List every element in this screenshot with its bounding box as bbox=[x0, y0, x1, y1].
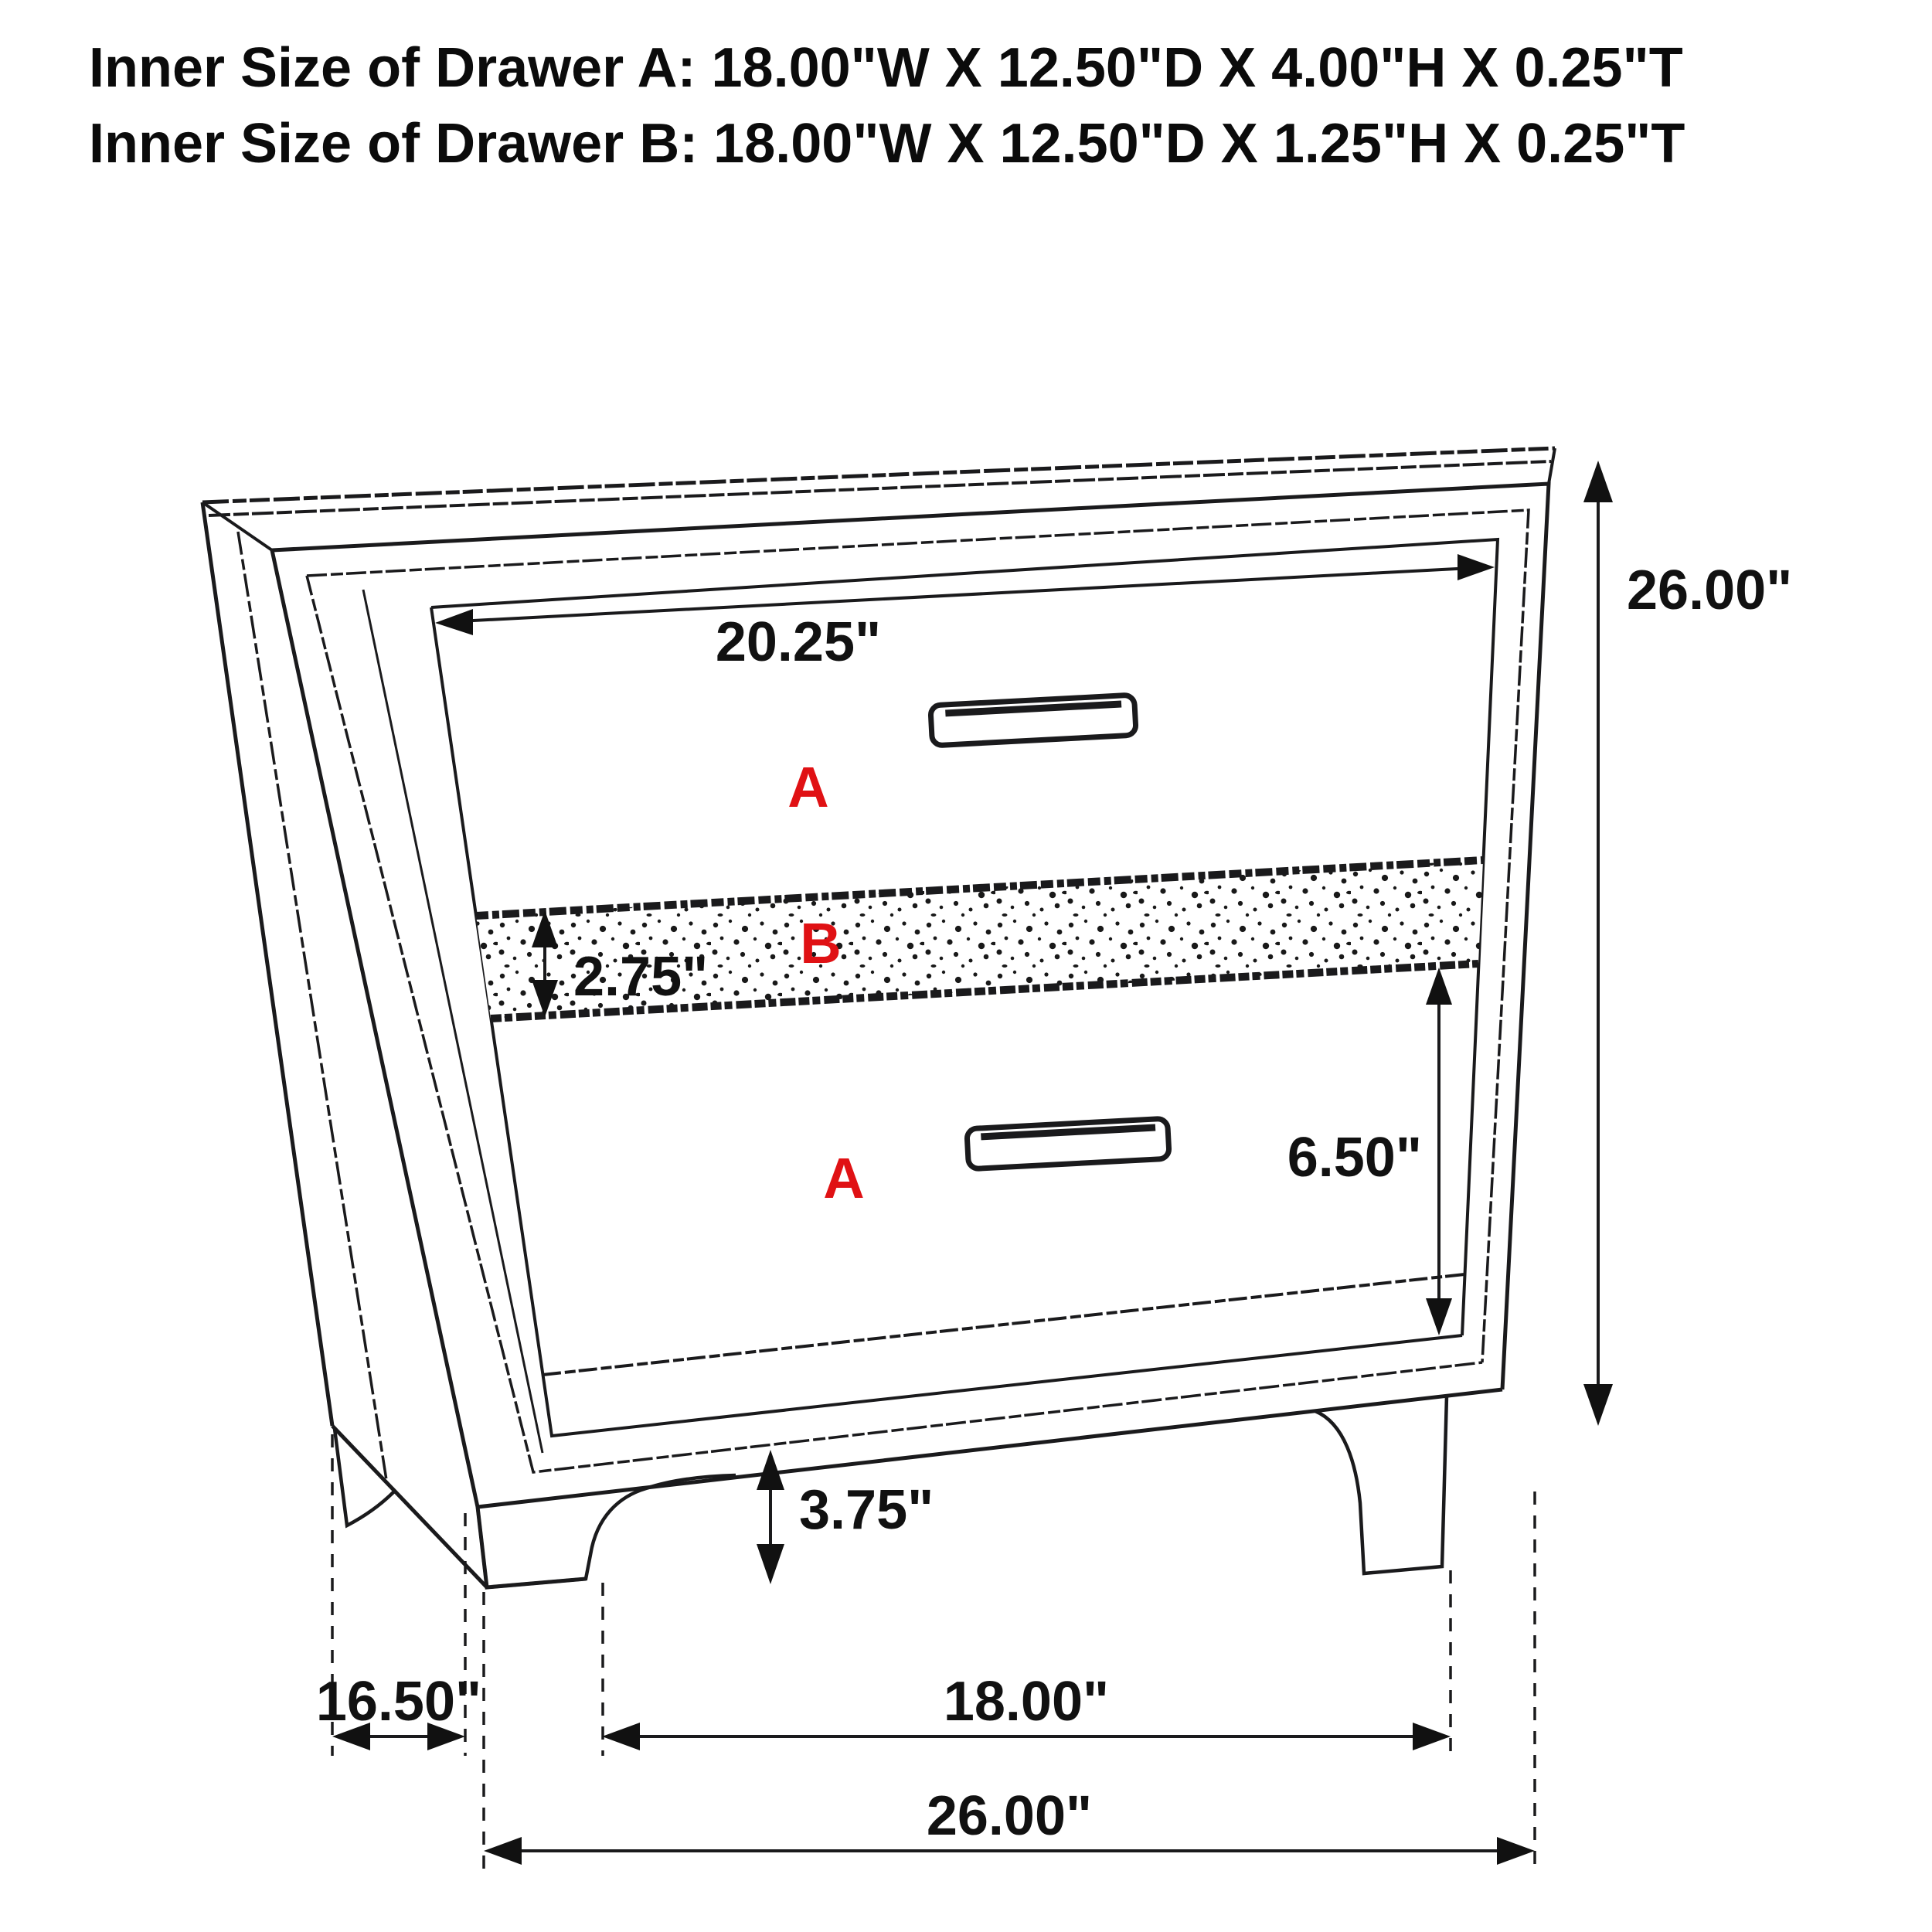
dim-side-depth bbox=[316, 1671, 481, 1750]
dim-bottom-drawer-height bbox=[1287, 968, 1452, 1335]
dim-label-18-00: 18.00" bbox=[943, 1671, 1110, 1733]
dim-overall-width bbox=[484, 1785, 1535, 1865]
label-drawer-a-top: A bbox=[787, 755, 829, 819]
dim-label-20-25: 20.25" bbox=[715, 611, 882, 673]
cabinet-top-face bbox=[202, 448, 1555, 550]
header-line-1: Inner Size of Drawer A: 18.00"W X 12.50"D X 4.00"H X 0.25"T bbox=[89, 37, 1683, 99]
cabinet-side-panel bbox=[202, 502, 487, 1587]
top-drawer-handle bbox=[930, 695, 1136, 746]
dim-label-26-00-height: 26.00" bbox=[1627, 560, 1793, 621]
bottom-drawer-handle bbox=[967, 1118, 1169, 1169]
dim-label-16-50: 16.50" bbox=[315, 1671, 482, 1733]
cabinet-front-frame bbox=[272, 484, 1549, 1587]
dim-label-6-50: 6.50" bbox=[1287, 1127, 1422, 1189]
dim-foot-height bbox=[757, 1450, 934, 1584]
header-line-2: Inner Size of Drawer B: 18.00"W X 12.50"D X 1.25"H X 0.25"T bbox=[89, 113, 1685, 175]
label-strip-b: B bbox=[800, 911, 842, 975]
dim-label-2-75: 2.75" bbox=[573, 946, 709, 1008]
dim-label-3-75: 3.75" bbox=[799, 1479, 934, 1541]
dim-feet-span bbox=[602, 1671, 1451, 1750]
right-front-foot bbox=[1315, 1396, 1447, 1573]
header bbox=[89, 37, 1685, 175]
dim-overall-height bbox=[1583, 461, 1792, 1426]
dim-label-26-00-width: 26.00" bbox=[926, 1785, 1093, 1847]
label-drawer-a-bottom: A bbox=[823, 1146, 865, 1210]
